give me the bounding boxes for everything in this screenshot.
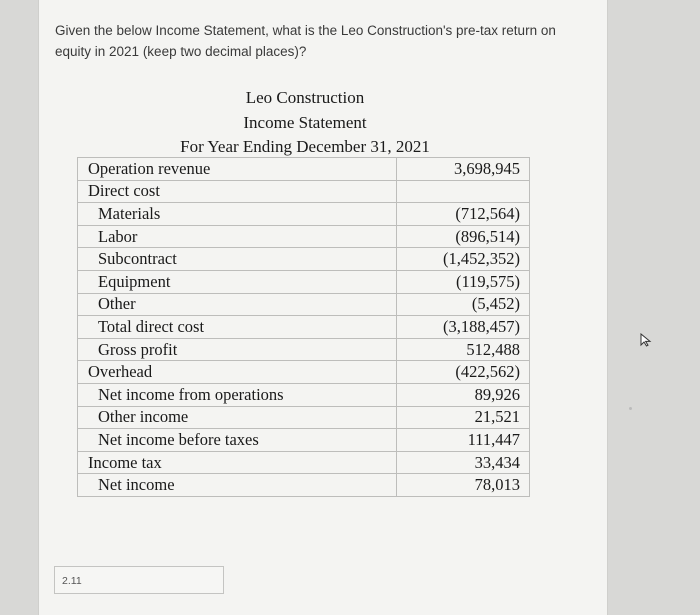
table-row (78, 293, 530, 316)
row-value: (712,564) (397, 203, 530, 226)
row-label: Total direct cost (78, 316, 397, 339)
row-label: Equipment (78, 270, 397, 293)
table-row (78, 316, 530, 339)
table-row (78, 451, 530, 474)
row-value: 21,521 (397, 406, 530, 429)
statement-title: Income Statement (243, 112, 367, 132)
table-row (78, 158, 530, 181)
row-label: Operation revenue (78, 158, 397, 181)
row-value: (119,575) (397, 270, 530, 293)
income-statement-table (77, 157, 530, 497)
row-label: Net income from operations (78, 383, 397, 406)
table-row (78, 474, 530, 497)
decorative-dot (629, 407, 632, 410)
row-value: (1,452,352) (397, 248, 530, 271)
row-value: 111,447 (397, 429, 530, 452)
statement-header (0, 86, 610, 160)
row-value: 78,013 (397, 474, 530, 497)
table-row (78, 383, 530, 406)
statement-period: For Year Ending December 31, 2021 (180, 137, 430, 156)
row-label: Income tax (78, 451, 397, 474)
answer-input[interactable]: 2.11 (54, 566, 224, 594)
row-value: 33,434 (397, 451, 530, 474)
row-value: 3,698,945 (397, 158, 530, 181)
row-label: Overhead (78, 361, 397, 384)
row-label: Net income (78, 474, 397, 497)
table-row (78, 180, 530, 203)
table-row (78, 248, 530, 271)
table-row (78, 338, 530, 361)
row-value: (422,562) (397, 361, 530, 384)
mouse-cursor-icon (640, 333, 652, 347)
row-value (397, 180, 530, 203)
row-label: Gross profit (78, 338, 397, 361)
question-text: Given the below Income Statement, what is the Leo Construction's pre-tax return on equity in 2021 (keep two decimal places)? (55, 23, 556, 59)
row-value: (896,514) (397, 225, 530, 248)
row-label: Other income (78, 406, 397, 429)
row-label: Materials (78, 203, 397, 226)
row-label: Net income before taxes (78, 429, 397, 452)
row-label: Subcontract (78, 248, 397, 271)
table-row (78, 203, 530, 226)
table-row (78, 361, 530, 384)
company-name: Leo Construction (245, 88, 365, 107)
row-label: Direct cost (78, 180, 397, 203)
table-row (78, 225, 530, 248)
table-row (78, 429, 530, 452)
row-value: (5,452) (397, 293, 530, 316)
table-row (78, 406, 530, 429)
row-value: 512,488 (397, 338, 530, 361)
table-row (78, 270, 530, 293)
row-label: Other (78, 293, 397, 316)
row-value: 89,926 (397, 383, 530, 406)
row-label: Labor (78, 225, 397, 248)
row-value: (3,188,457) (397, 316, 530, 339)
